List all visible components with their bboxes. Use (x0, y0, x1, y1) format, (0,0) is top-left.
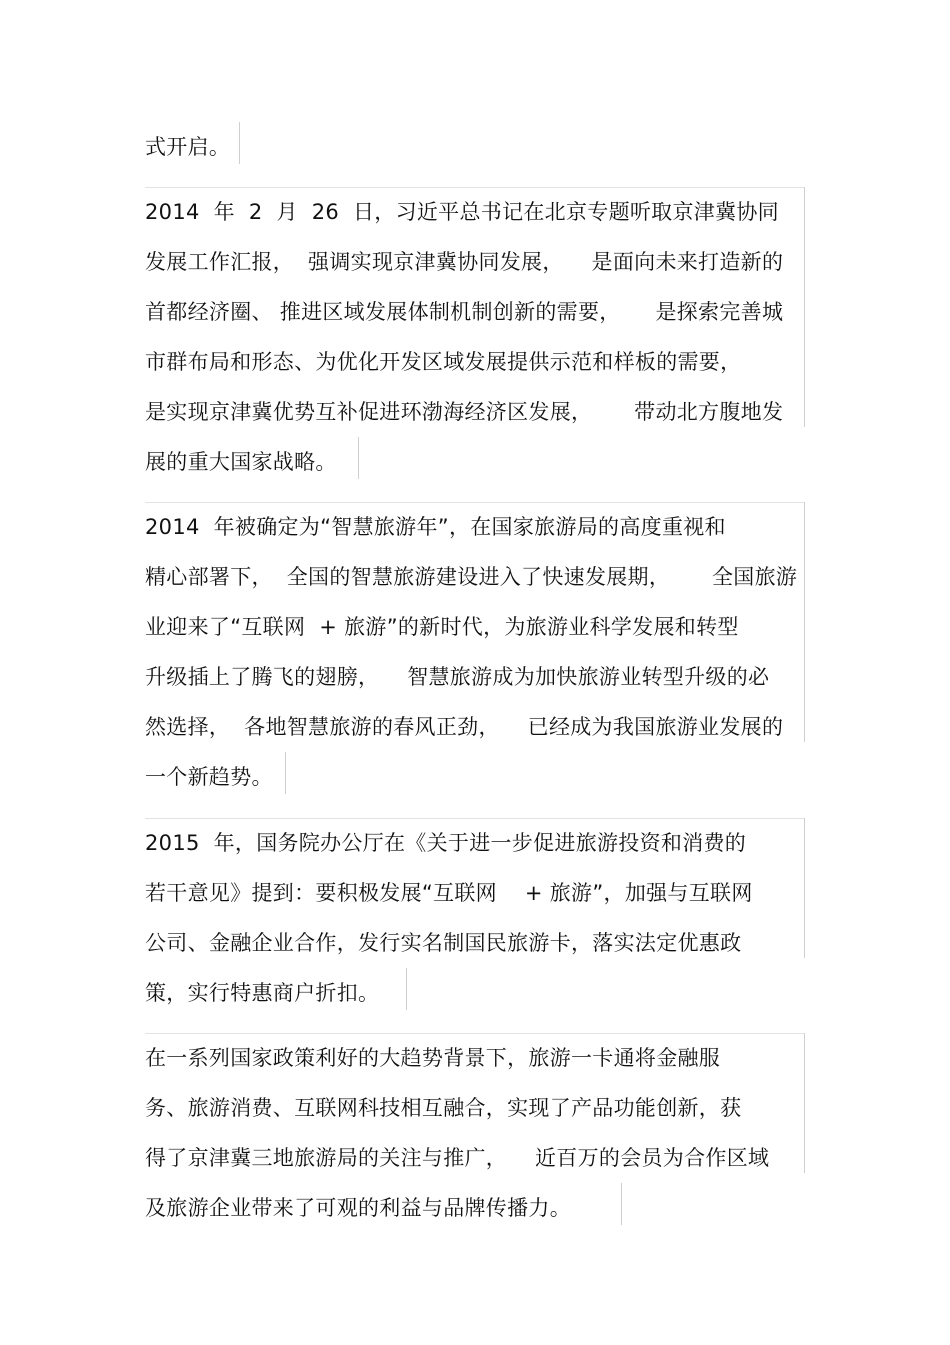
cell-border (145, 1033, 805, 1034)
text-line: 式开启。 (145, 135, 231, 159)
text-line: 策，实行特惠商户折扣。 (145, 981, 380, 1005)
cell-border (239, 122, 240, 164)
cell-border (145, 502, 805, 503)
text-line: 及旅游企业带来了可观的利益与品牌传播力。 (145, 1196, 571, 1220)
text-line: 首都经济圈、 推进区域发展体制机制创新的需要， 是探索完善城 (145, 300, 784, 324)
text-line: 精心部署下， 全国的智慧旅游建设进入了快速发展期， 全国旅游 (145, 565, 798, 589)
text-line: 若干意见》提到：要积极发展“互联网 + 旅游”，加强与互联网 (145, 881, 753, 905)
text-line: 务、旅游消费、互联网科技相互融合，实现了产品功能创新，获 (145, 1096, 742, 1120)
text-line: 2014 年 2 月 26 日，习近平总书记在北京专题听取京津冀协同 (145, 200, 779, 224)
text-line: 公司、金融企业合作，发行实名制国民旅游卡，落实法定优惠政 (145, 931, 742, 955)
text-line: 发展工作汇报， 强调实现京津冀协同发展， 是面向未来打造新的 (145, 250, 784, 274)
cell-border (621, 1183, 622, 1225)
cell-border (804, 818, 805, 958)
cell-border (145, 818, 805, 819)
cell-border (804, 1033, 805, 1173)
text-line: 然选择， 各地智慧旅游的春风正劲， 已经成为我国旅游业发展的 (145, 715, 784, 739)
text-line: 是实现京津冀优势互补促进环渤海经济区发展， 带动北方腹地发 (145, 400, 784, 424)
cell-border (285, 752, 286, 794)
cell-border (804, 502, 805, 742)
cell-border (804, 187, 805, 427)
text-line: 升级插上了腾飞的翅膀， 智慧旅游成为加快旅游业转型升级的必 (145, 665, 770, 689)
cell-border (358, 437, 359, 479)
text-line: 市群布局和形态、为优化开发区域发展提供示范和样板的需要， (145, 350, 742, 374)
text-line: 展的重大国家战略。 (145, 450, 337, 474)
paragraph (145, 187, 783, 487)
paragraph (145, 818, 753, 1018)
cell-border (145, 187, 805, 188)
text-line: 一个新趋势。 (145, 765, 273, 789)
text-line: 2014 年被确定为“智慧旅游年”，在国家旅游局的高度重视和 (145, 515, 726, 539)
cell-border (406, 968, 407, 1010)
text-line: 得了京津冀三地旅游局的关注与推广， 近百万的会员为合作区域 (145, 1146, 770, 1170)
paragraph (145, 502, 797, 802)
paragraph (145, 122, 230, 172)
text-line: 在一系列国家政策利好的大趋势背景下，旅游一卡通将金融服 (145, 1046, 721, 1070)
text-line: 业迎来了“互联网 + 旅游”的新时代，为旅游业科学发展和转型 (145, 615, 739, 639)
paragraph (145, 1033, 769, 1233)
text-line: 2015 年，国务院办公厅在《关于进一步促进旅游投资和消费的 (145, 831, 747, 855)
